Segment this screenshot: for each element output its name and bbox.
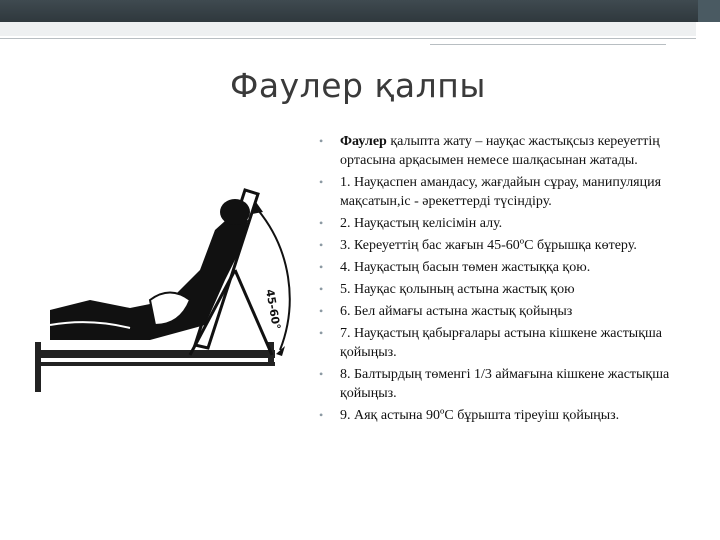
bullet-icon: • (319, 216, 324, 230)
instruction-item (315, 236, 705, 255)
instruction-item (315, 324, 705, 362)
decorative-rule-short (430, 44, 666, 45)
decorative-rule (0, 38, 696, 39)
instruction-text: 5. Науқас қолының астына жастық қою (340, 282, 575, 297)
instruction-item (315, 302, 705, 321)
instruction-text: 4. Науқастың басын төмен жастыққа қою. (340, 260, 591, 275)
fowler-position-illustration (30, 150, 320, 400)
instruction-text: 9. Аяқ астына 90ºС бұрышта тіреуіш қойыңыз. (340, 408, 620, 423)
bullet-icon: • (319, 238, 324, 252)
instruction-bold-term: Фаулер (340, 134, 387, 149)
instruction-item (315, 132, 705, 170)
bullet-icon: • (319, 408, 324, 422)
instruction-item (315, 280, 705, 299)
instruction-text: 8. Балтырдың төменгі 1/3 аймағына кішкене жастықша қойыңыз. (340, 367, 670, 401)
bed-rail (35, 362, 275, 366)
instruction-text: қалыпта жату – науқас жастықсыз кереуеттің ортасына арқасымен немесе шалқасынан жатады. (340, 134, 660, 168)
instruction-list (315, 132, 705, 428)
slide-header-band (0, 22, 696, 36)
bullet-icon: • (319, 134, 324, 148)
instruction-item (315, 365, 705, 403)
instruction-item (315, 406, 705, 425)
slide-header-corner (698, 0, 720, 22)
instruction-text: 2. Науқастың келісімін алу. (340, 216, 503, 231)
angle-label: 45-60° (263, 288, 283, 331)
instruction-item (315, 214, 705, 233)
bullet-icon: • (319, 367, 324, 381)
bullet-icon: • (319, 282, 324, 296)
slide-title: Фаулер қалпы (230, 66, 486, 105)
instruction-text: 7. Науқастың қабырғалары астына кішкене жастықша қойыңыз. (340, 326, 663, 360)
bed-frame (35, 350, 275, 358)
backrest-brace (235, 270, 272, 355)
instruction-item (315, 258, 705, 277)
bullet-icon: • (319, 175, 324, 189)
instruction-text: 6. Бел аймағы астына жастық қойыңыз (340, 304, 573, 319)
bed-leg-left (35, 342, 41, 392)
instruction-text: 1. Науқаспен амандасу, жағдайын сұрау, манипуляция мақсатын,іс - әрекеттерді түсіндіру. (340, 175, 662, 209)
bullet-icon: • (319, 304, 324, 318)
instruction-text: 3. Кереуеттің бас жағын 45-60ºС бұрышқа көтеру. (340, 238, 637, 253)
instruction-item (315, 173, 705, 211)
slide-header-bar (0, 0, 720, 22)
bullet-icon: • (319, 260, 324, 274)
bullet-icon: • (319, 326, 324, 340)
patient-head (220, 199, 250, 225)
